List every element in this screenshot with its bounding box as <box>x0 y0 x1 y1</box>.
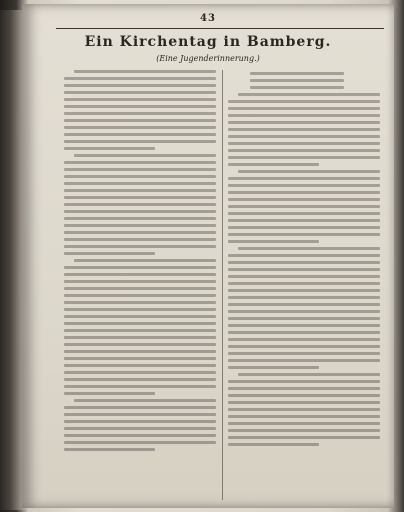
text-column-left <box>64 70 216 500</box>
header-rule <box>56 28 384 29</box>
article-title: Ein Kirchentag in Bamberg. <box>84 34 332 50</box>
page-number: 43 <box>200 13 216 24</box>
article-subtitle: (Eine Jugenderinnerung.) <box>156 54 260 63</box>
verse-block <box>250 72 380 89</box>
column-divider <box>222 70 223 500</box>
book-page <box>22 4 394 508</box>
text-column-right <box>228 70 380 500</box>
